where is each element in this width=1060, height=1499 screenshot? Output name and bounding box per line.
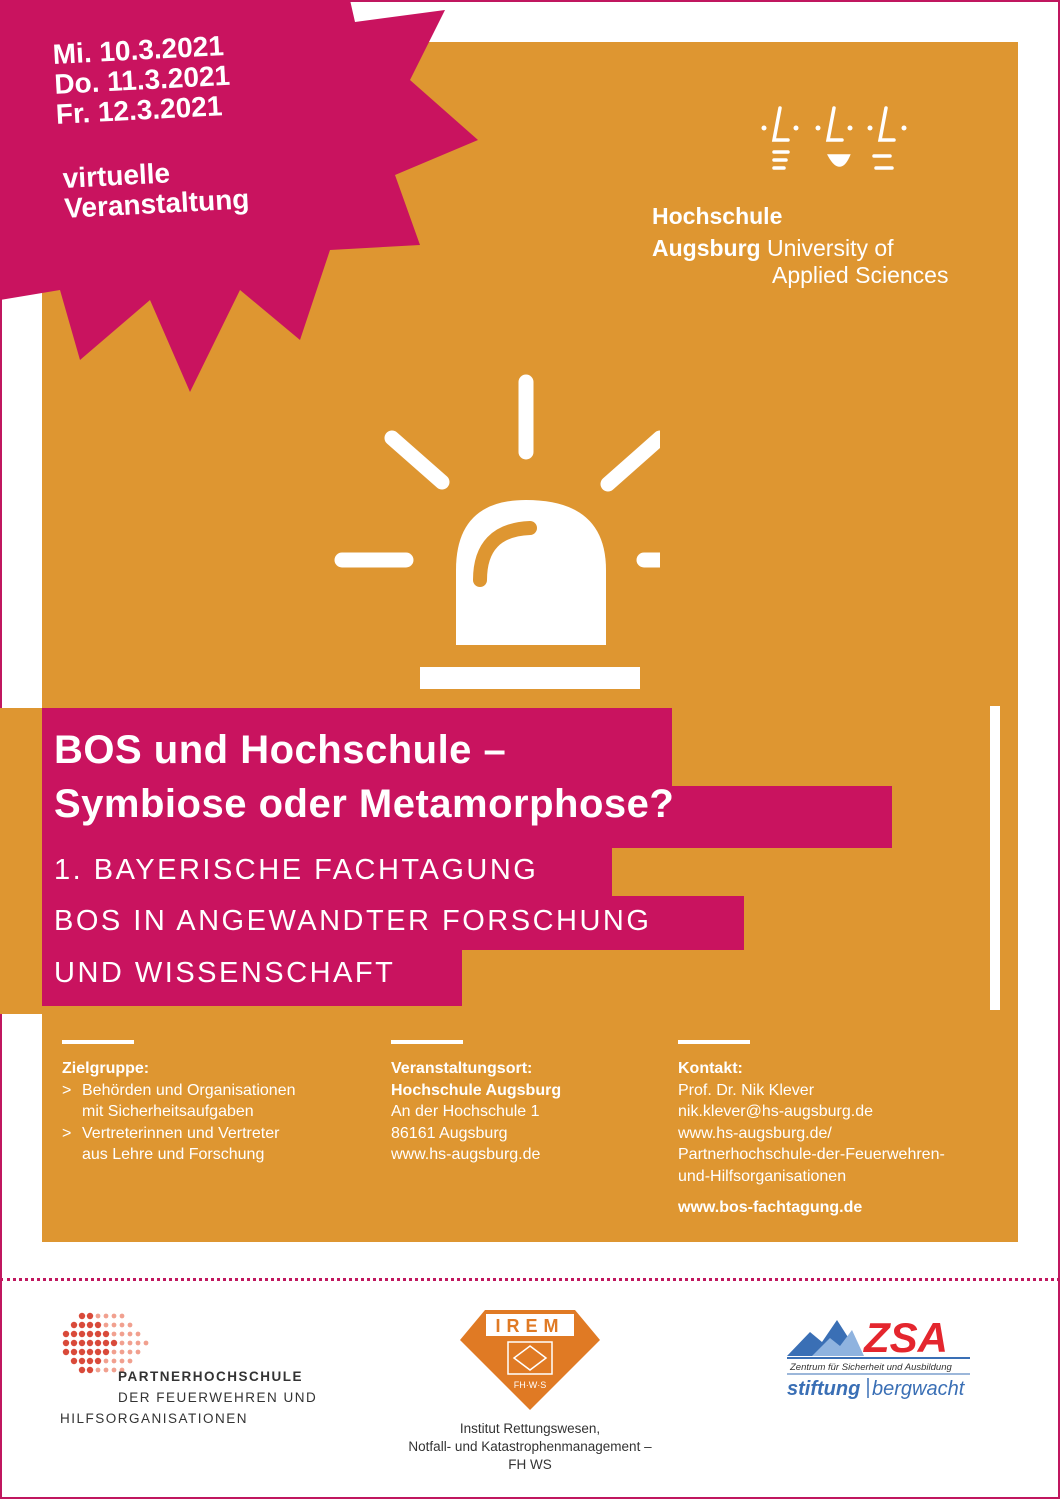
bullet-icon: > [62,1081,72,1099]
divider [678,1040,750,1044]
hs-augsburg-bold: Augsburg [652,235,761,261]
zsa-subtitle: Zentrum für Sicherheit und Ausbildung [790,1362,952,1373]
hs-line1: Hochschule [652,203,783,229]
subtitle-line3: UND WISSENSCHAFT [54,957,396,989]
hs-applied-sciences: Applied Sciences [772,262,949,288]
title-line2: Symbiose oder Metamorphose? [54,782,675,826]
kontakt-url-line2[interactable]: Partnerhochschule-der-Feuerwehren- [678,1146,945,1163]
bos-fachtagung-link[interactable]: www.bos-fachtagung.de [678,1199,863,1216]
list-item-cont [62,1101,362,1123]
kontakt-url-line3[interactable]: und-Hilfsorganisationen [678,1167,847,1185]
ort-street: An der Hochschule 1 [391,1103,540,1120]
divider [62,1040,134,1044]
kontakt-heading: Kontakt: [678,1060,743,1077]
irem-logo [460,1310,600,1410]
divider [391,1040,463,1044]
siren-icon [330,370,660,700]
zsa-name: ZSA [864,1314,948,1361]
zsa-bergwacht: bergwacht [872,1378,965,1400]
ort-web-link[interactable]: www.hs-augsburg.de [391,1146,541,1163]
white-right-strip [990,706,1000,1010]
hs-university-of: University of [760,235,894,261]
list-item-cont [62,1144,362,1166]
orange-left-tab [0,708,42,1014]
dotted-divider [0,1278,1060,1281]
ph-line1: PARTNERHOCHSCHULE [118,1369,304,1384]
ph-line2: DER FEUERWEHREN UND [118,1390,318,1405]
ort-name: Hochschule Augsburg [391,1081,562,1099]
mode-line1: virtuelle [61,157,171,194]
list-item [62,1123,362,1145]
partnerhochschule-text [60,1366,318,1429]
ort-city: 86161 Augsburg [391,1124,508,1142]
title-line1: BOS und Hochschule – [54,728,507,772]
list-item-text: mit Sicherheitsaufgaben [82,1103,254,1120]
mode-line2: Veranstaltung [63,183,251,224]
zielgruppe-heading: Zielgruppe: [62,1060,150,1077]
date-wed: Mi. 10.3.2021 [51,30,225,70]
ort-heading: Veranstaltungsort: [391,1060,533,1077]
bullet-icon: > [62,1124,72,1142]
irem-caption-line1: Institut Rettungswesen, [459,1421,601,1436]
hs-line2 [652,232,894,264]
irem-fhws: FH·W·S [513,1380,547,1390]
hs-augsburg-logo-icon [752,100,912,190]
event-mode [62,154,250,224]
irem-caption-line3: FH WS [508,1457,552,1472]
subtitle-line2: BOS IN ANGEWANDTER FORSCHUNG [54,905,652,937]
ph-line3: HILFSORGANISATIONEN [60,1411,249,1426]
zsa-logo [782,1312,982,1402]
kontakt-email-link[interactable]: nik.klever@hs-augsburg.de [678,1103,874,1120]
kontakt-name: Prof. Dr. Nik Klever [678,1081,815,1099]
list-item [62,1080,362,1102]
irem-letters: IREM [495,1316,565,1336]
subtitle-line1: 1. BAYERISCHE FACHTAGUNG [54,854,539,886]
zsa-stiftung: stiftung [787,1378,861,1400]
ort-column [391,1040,651,1166]
kontakt-url-line1[interactable]: www.hs-augsburg.de/ [678,1124,832,1142]
list-item-text: aus Lehre und Forschung [82,1146,265,1163]
list-item-text: Vertreterinnen und Vertreter [82,1124,280,1142]
date-thu: Do. 11.3.2021 [53,59,231,100]
hs-augsburg-name [652,200,894,264]
list-item-text: Behörden und Organisationen [82,1081,296,1099]
kontakt-column [678,1040,998,1219]
event-dates [52,31,232,130]
zielgruppe-column [62,1040,362,1166]
irem-caption [380,1420,680,1474]
irem-caption-line2: Notfall- und Katastrophenmanagement – [408,1439,652,1454]
date-fri: Fr. 12.3.2021 [55,90,224,130]
